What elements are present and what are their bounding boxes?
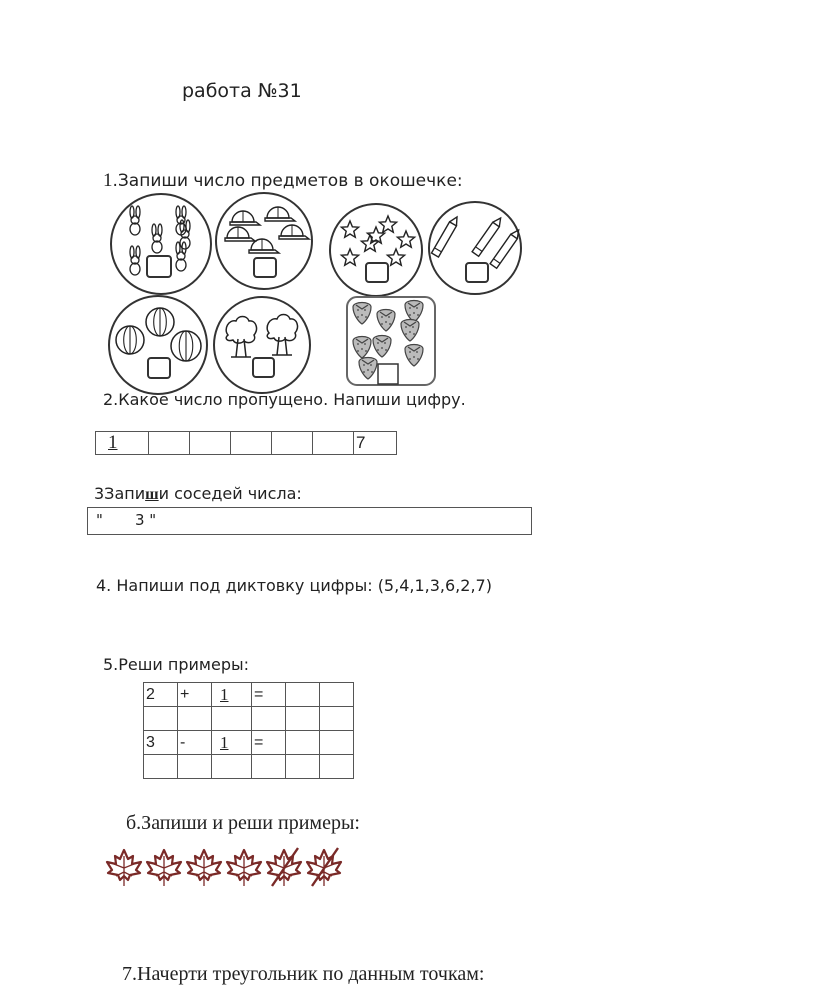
picture-circles <box>0 0 816 400</box>
example-cell: 1 <box>212 683 252 707</box>
example-cell: 3 <box>144 731 178 755</box>
example-cell[interactable] <box>144 755 178 779</box>
pencil-icon <box>432 215 461 257</box>
tree-icons <box>226 315 297 358</box>
examples-table <box>143 682 354 779</box>
strawberry-icon <box>401 320 419 342</box>
neighbor-value: 3 " <box>135 511 157 529</box>
stars-circle <box>330 204 422 296</box>
ball-icons <box>116 308 201 361</box>
sequence-cell[interactable] <box>231 432 272 455</box>
example-cell[interactable] <box>252 707 286 731</box>
strawberry-icon <box>373 336 391 358</box>
example-cell[interactable] <box>178 707 212 731</box>
answer-box[interactable] <box>148 358 170 378</box>
maple-leaf-icon <box>107 850 141 886</box>
number-sequence-table <box>95 431 397 455</box>
example-cell: = <box>252 683 286 707</box>
rabbit-icon <box>130 246 140 275</box>
strawberry-icon <box>405 301 423 323</box>
ball-icon <box>116 326 144 354</box>
star-icon <box>397 231 414 247</box>
example-cell[interactable] <box>286 707 320 731</box>
example-cell[interactable] <box>144 707 178 731</box>
sequence-cell[interactable] <box>272 432 313 455</box>
sequence-cell[interactable]: 1 <box>96 432 149 455</box>
page-title: работа №31 <box>182 80 302 102</box>
strawberry-icon <box>353 337 371 359</box>
strawberry-icon <box>405 345 423 367</box>
task7-heading: 7.Начерти треугольник по данным точкам: <box>122 963 485 985</box>
cap-icon <box>279 225 309 239</box>
star-icon <box>341 221 358 237</box>
example-cell: 2 <box>144 683 178 707</box>
strawberry-icon <box>353 303 371 325</box>
task2-heading: 2.Какое число пропущено. Напиши цифру. <box>103 390 466 409</box>
strawberry-icon <box>377 310 395 332</box>
answer-box[interactable] <box>378 364 398 384</box>
example-cell[interactable] <box>212 755 252 779</box>
star-icons <box>341 216 414 265</box>
task6-heading: б.Запиши и реши примеры: <box>126 812 360 834</box>
task1-number: 1 <box>103 170 113 191</box>
crossed-maple-leaf-icon <box>307 848 341 886</box>
answer-cell[interactable] <box>320 683 354 707</box>
sequence-cell[interactable]: 7 <box>354 432 397 455</box>
example-cell[interactable] <box>320 755 354 779</box>
tree-icon <box>267 315 297 356</box>
example-cell[interactable] <box>178 755 212 779</box>
task3-heading <box>94 484 302 504</box>
maple-leaf-icon <box>187 850 221 886</box>
task3-text-a: 3Запи <box>94 484 146 503</box>
rabbit-icon <box>130 206 140 235</box>
cap-icon <box>265 207 295 221</box>
tree-icon <box>226 317 256 358</box>
sequence-cell[interactable] <box>190 432 231 455</box>
example-cell[interactable] <box>286 755 320 779</box>
quote-left: " <box>96 511 103 529</box>
example-cell: 1 <box>212 731 252 755</box>
star-icon <box>379 216 396 232</box>
answer-box[interactable] <box>253 358 274 377</box>
answer-cell[interactable] <box>286 731 320 755</box>
task5-heading: 5.Реши примеры: <box>103 655 249 674</box>
cap-icon <box>225 227 255 241</box>
example-cell[interactable] <box>212 707 252 731</box>
ball-icon <box>146 308 174 336</box>
answer-box[interactable] <box>147 256 171 277</box>
answer-cell[interactable] <box>320 731 354 755</box>
pencil-icons <box>432 215 522 268</box>
task1-text: .Запиши число предметов в окошечке: <box>112 171 463 191</box>
example-cell: + <box>178 683 212 707</box>
cap-icons <box>225 207 309 253</box>
example-cell: - <box>178 731 212 755</box>
star-icon <box>341 249 358 265</box>
answer-cell[interactable] <box>286 683 320 707</box>
answer-box[interactable] <box>466 263 488 282</box>
trees-circle <box>214 297 310 393</box>
sequence-cell[interactable] <box>313 432 354 455</box>
cap-icon <box>230 211 260 225</box>
answer-box[interactable] <box>254 258 276 277</box>
ball-icon <box>171 331 201 361</box>
example-cell[interactable] <box>252 755 286 779</box>
maple-leaves <box>100 848 400 898</box>
task3-text-b: ш <box>145 486 159 503</box>
example-cell[interactable] <box>320 707 354 731</box>
crossed-maple-leaf-icon <box>267 848 301 886</box>
strawberry-icon <box>359 358 377 380</box>
maple-leaf-icon <box>227 850 261 886</box>
star-icon <box>387 249 404 265</box>
sequence-cell[interactable] <box>149 432 190 455</box>
rabbit-icon <box>152 224 162 253</box>
answer-box[interactable] <box>366 263 388 282</box>
star-icon <box>361 235 378 251</box>
task3-text-c: и соседей числа: <box>158 484 302 503</box>
task4-heading: 4. Напиши под диктовку цифры: (5,4,1,3,6,2,7) <box>96 576 492 595</box>
neighbors-answer-box[interactable] <box>87 507 532 535</box>
maple-leaf-icon <box>147 850 181 886</box>
example-cell: = <box>252 731 286 755</box>
